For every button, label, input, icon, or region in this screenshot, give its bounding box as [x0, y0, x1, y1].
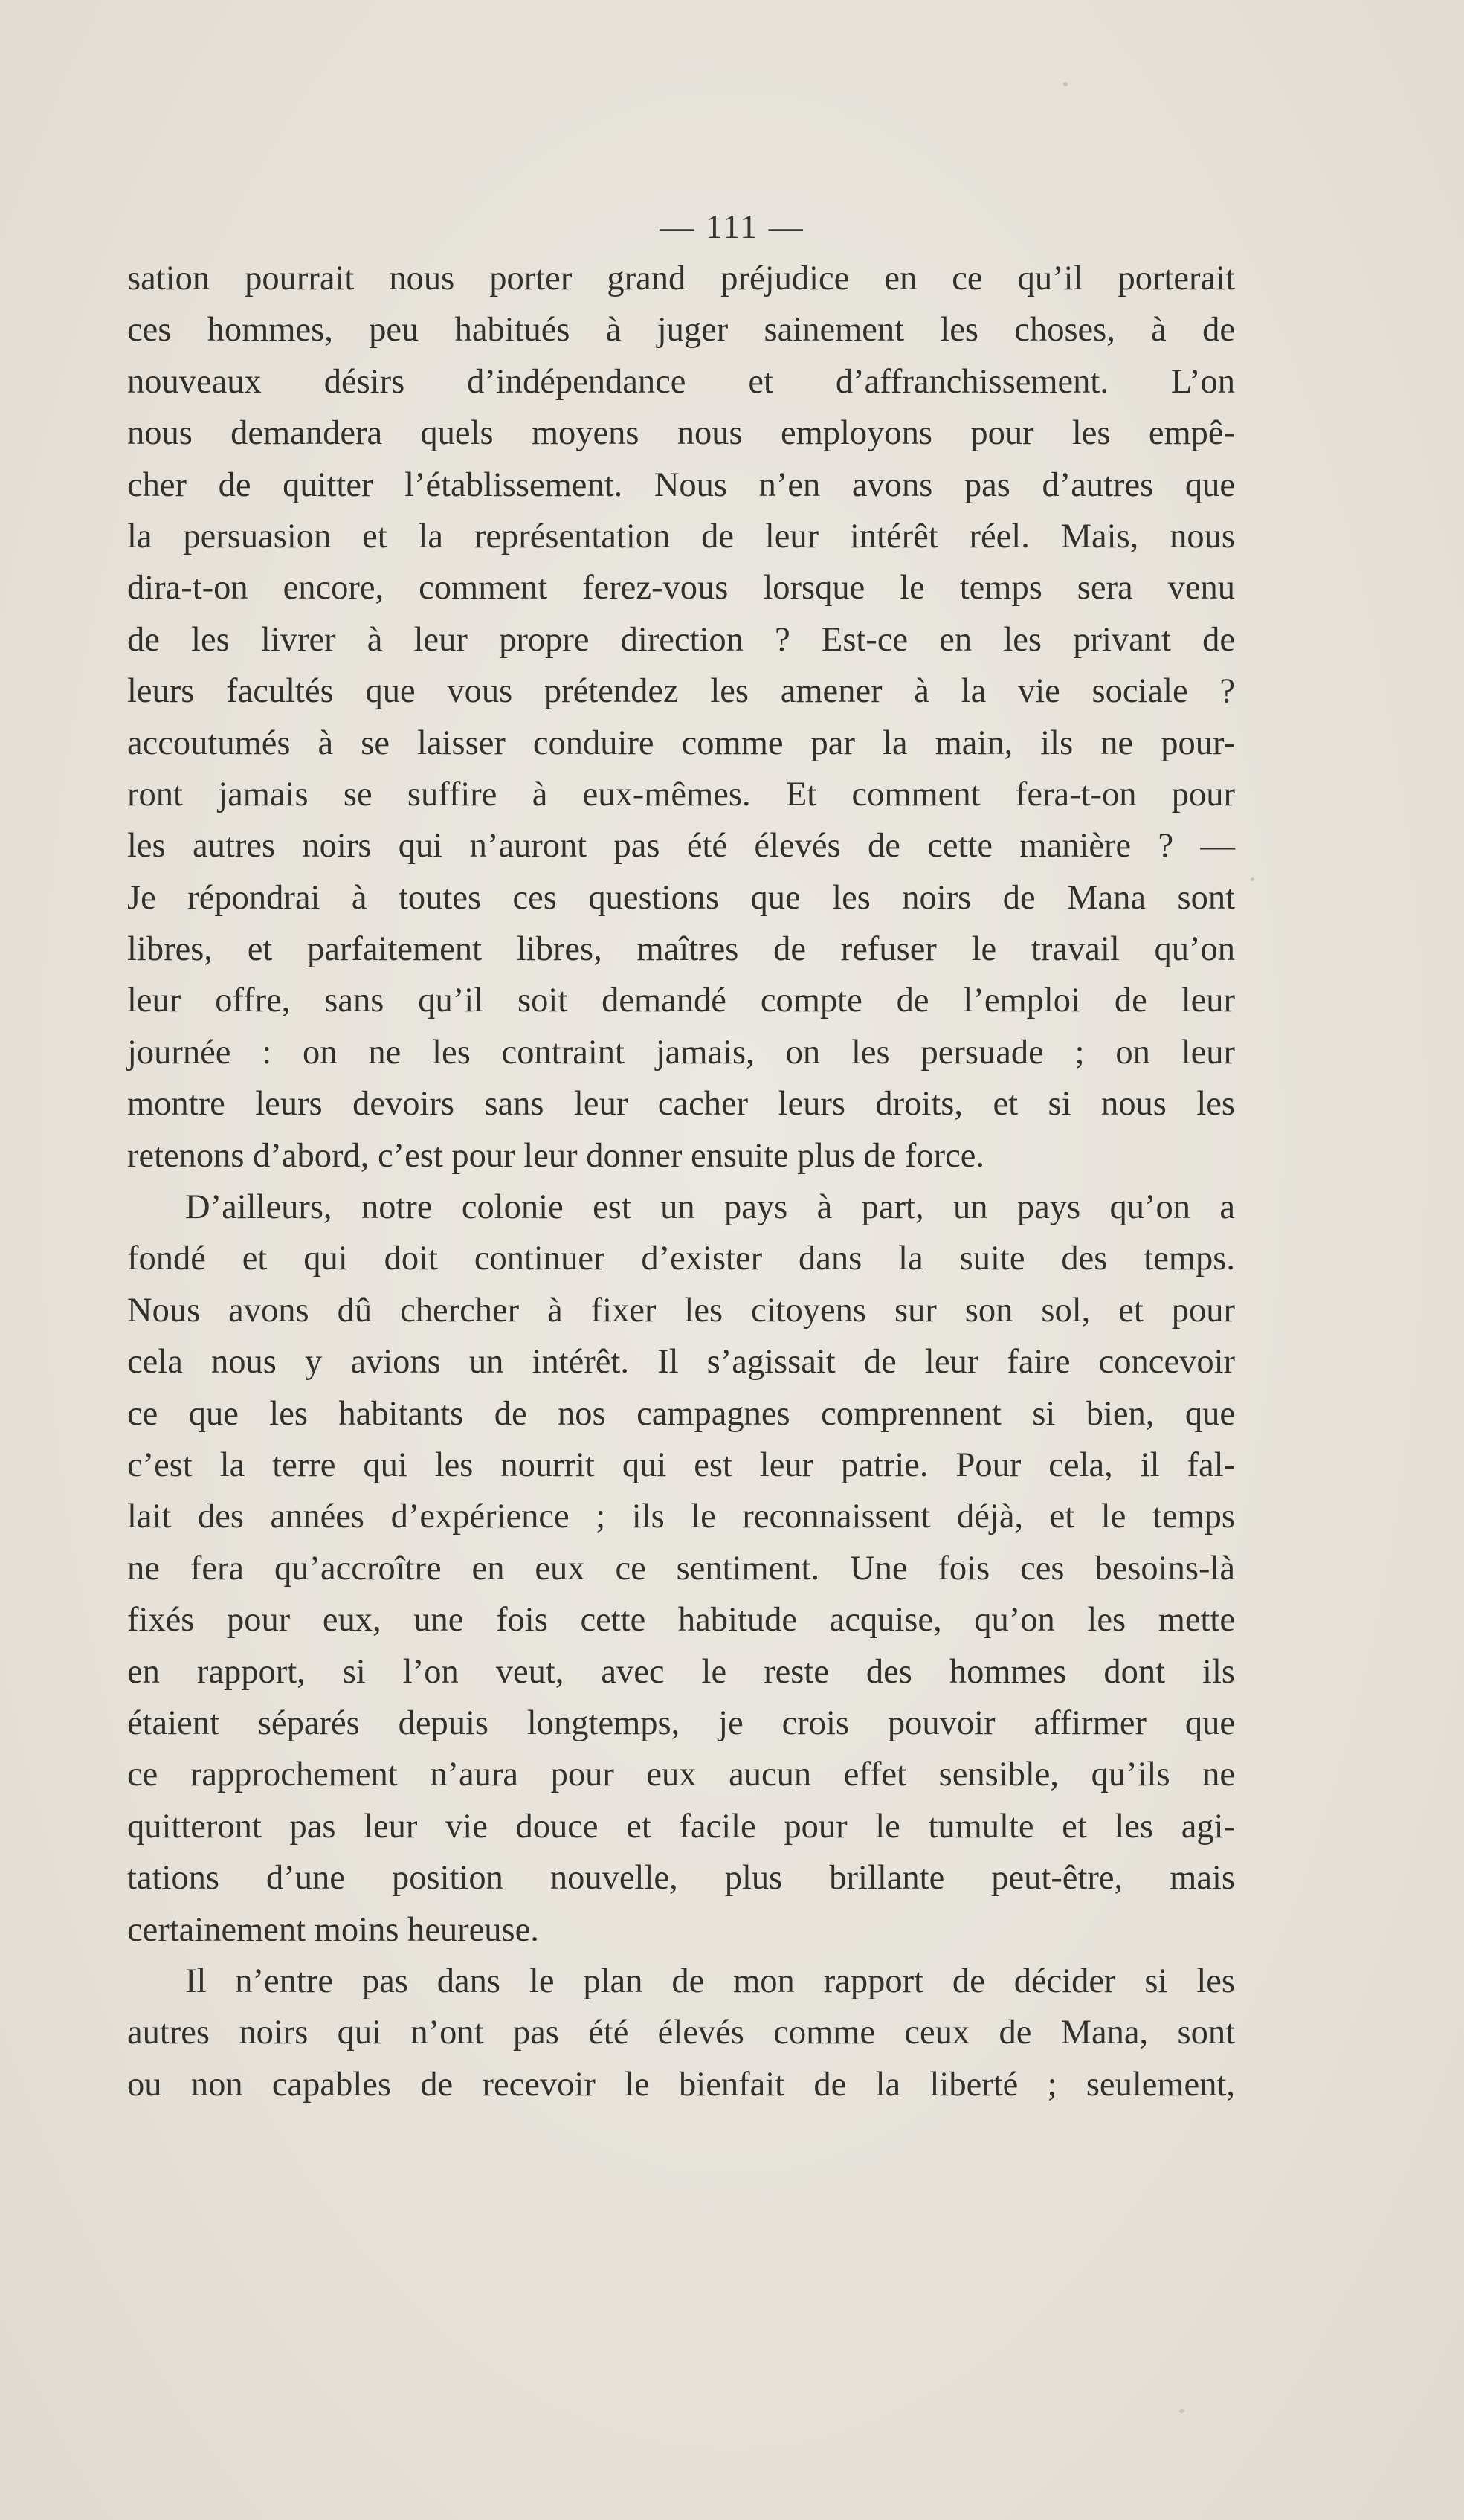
text-line: quitteront pas leur vie douce et facile pour le tumulte et les agi- [127, 1807, 1235, 1846]
text-line: c’est la terre qui les nourrit qui est leur patrie. Pour cela, il fal- [127, 1446, 1235, 1484]
text-line: ou non capables de recevoir le bienfait de la liberté ; seulement, [127, 2065, 1235, 2104]
text-line: la persuasion et la représentation de leur intérêt réel. Mais, nous [127, 517, 1235, 555]
text-line: cher de quitter l’établissement. Nous n’en avons pas d’autres que [127, 465, 1235, 504]
text-line: tations d’une position nouvelle, plus brillante peut-être, mais [127, 1859, 1235, 1898]
paragraph [127, 1956, 1235, 2110]
text-line: journée : on ne les contraint jamais, on les persuade ; on leur [127, 1033, 1235, 1072]
text-line: lait des années d’expérience ; ils le reconnaissent déjà, et le temps [127, 1498, 1235, 1536]
text-line: accoutumés à se laisser conduire comme par la main, ils ne pour- [127, 724, 1235, 762]
text-line: en rapport, si l’on veut, avec le reste des hommes dont ils [127, 1652, 1235, 1691]
text-line: Je répondrai à toutes ces questions que les noirs de Mana sont [127, 878, 1235, 917]
text-line: nouveaux désirs d’indépendance et d’affranchissement. L’on [127, 362, 1235, 401]
text-line: fondé et qui doit continuer d’exister dans la suite des temps. [127, 1240, 1235, 1278]
page-number: — 111 — [660, 207, 804, 245]
text-line: Il n’entre pas dans le plan de mon rapport de décider si les [185, 1962, 1235, 2000]
text-line: ne fera qu’accroître en eux ce sentiment. Une fois ces besoins-là [127, 1549, 1235, 1588]
text-line: dira-t-on encore, comment ferez-vous lorsque le temps sera venu [127, 569, 1235, 608]
text-line: cela nous y avions un intérêt. Il s’agissait de leur faire concevoir [127, 1343, 1235, 1382]
text-line: D’ailleurs, notre colonie est un pays à part, un pays qu’on a [185, 1188, 1235, 1227]
paper-speck [1063, 82, 1068, 86]
text-line: ces hommes, peu habitués à juger sainement les choses, à de [127, 311, 1235, 349]
text-line: Nous avons dû chercher à fixer les citoyens sur son sol, et pour [127, 1291, 1235, 1330]
paragraph [127, 253, 1235, 1182]
text-line: certainement moins heureuse. [127, 1910, 539, 1949]
text-line: retenons d’abord, c’est pour leur donner ensuite plus de force. [127, 1136, 985, 1175]
text-line: nous demandera quels moyens nous employons pour les empê- [127, 414, 1235, 453]
text-line: ce rapprochement n’aura pour eux aucun effet sensible, qu’ils ne [127, 1756, 1235, 1794]
text-line: les autres noirs qui n’auront pas été élevés de cette manière ? — [127, 827, 1235, 866]
text-line: étaient séparés depuis longtemps, je crois pouvoir affirmer que [127, 1704, 1235, 1742]
text-line: leurs facultés que vous prétendez les amener à la vie sociale ? [127, 672, 1235, 711]
text-line: ront jamais se suffire à eux-mêmes. Et comment fera-t-on pour [127, 775, 1235, 813]
body-text [127, 253, 1235, 2110]
text-line: de les livrer à leur propre direction ? Est-ce en les privant de [127, 620, 1235, 659]
paper-speck [1179, 2409, 1184, 2413]
text-line: autres noirs qui n’ont pas été élevés comme ceux de Mana, sont [127, 2014, 1235, 2052]
text-line: fixés pour eux, une fois cette habitude acquise, qu’on les mette [127, 1601, 1235, 1640]
paragraph [127, 1182, 1235, 1956]
text-line: libres, et parfaitement libres, maîtres de refuser le travail qu’on [127, 930, 1235, 969]
text-line: leur offre, sans qu’il soit demandé compte de l’emploi de leur [127, 982, 1235, 1020]
text-line: sation pourrait nous porter grand préjudice en ce qu’il porterait [127, 260, 1235, 297]
text-line: montre leurs devoirs sans leur cacher leurs droits, et si nous les [127, 1085, 1235, 1124]
text-line: ce que les habitants de nos campagnes comprennent si bien, que [127, 1394, 1235, 1433]
paper-speck [1251, 877, 1254, 881]
